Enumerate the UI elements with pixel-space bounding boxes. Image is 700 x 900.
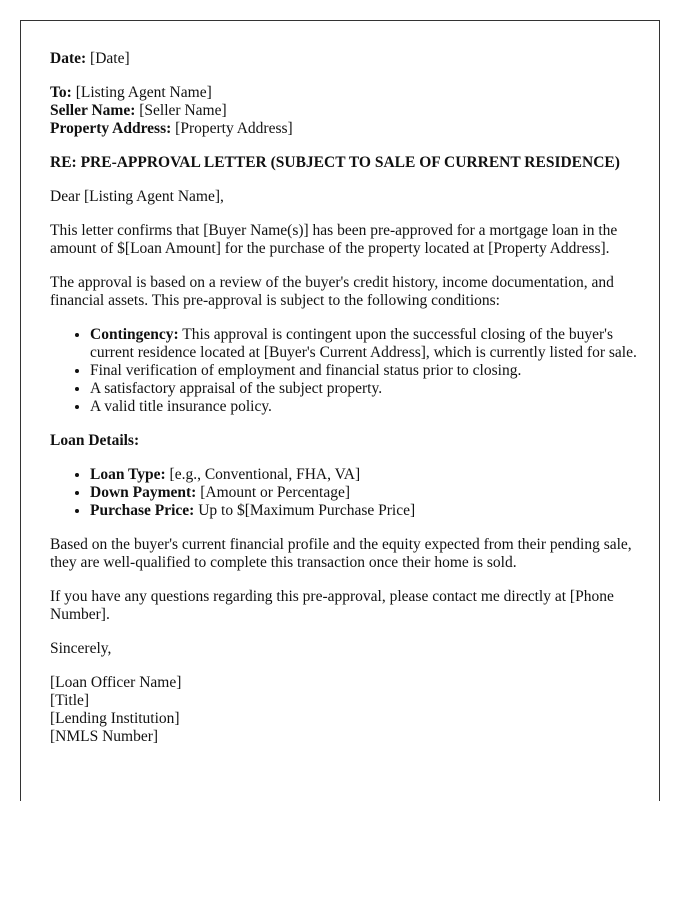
- recipient-block: [50, 84, 640, 138]
- condition-text: A satisfactory appraisal of the subject property.: [90, 380, 383, 397]
- loan-detail-label: Purchase Price:: [90, 502, 195, 519]
- date-value: [Date]: [90, 50, 130, 67]
- condition-label: Contingency:: [90, 326, 179, 343]
- condition-item: [90, 326, 640, 362]
- salutation: Dear [Listing Agent Name],: [50, 188, 224, 205]
- signoff: Sincerely,: [50, 640, 112, 657]
- seller-label: Seller Name:: [50, 102, 136, 119]
- signature-nmls: [NMLS Number]: [50, 728, 159, 745]
- condition-text: Final verification of employment and financial status prior to closing.: [90, 362, 522, 379]
- to-label: To:: [50, 84, 72, 101]
- loan-detail-label: Down Payment:: [90, 484, 197, 501]
- date-line: [50, 50, 640, 68]
- conditions-list: [50, 326, 640, 416]
- condition-text: This approval is contingent upon the successful closing of the buyer's current residence located at [Buyer's Current Address], which is currently listed for sale.: [90, 326, 637, 361]
- contact-paragraph: If you have any questions regarding this pre-approval, please contact me directly at [Phone Number].: [50, 588, 614, 623]
- intro-paragraph: This letter confirms that [Buyer Name(s)] has been pre-approved for a mortgage loan in the amount of $[Loan Amount] for the purchase of the property located at [Property Address].: [50, 222, 618, 257]
- signature-name: [Loan Officer Name]: [50, 674, 182, 691]
- property-label: Property Address:: [50, 120, 172, 137]
- basis-paragraph: The approval is based on a review of the buyer's credit history, income documentation, and financial assets. This pre-approval is subject to the following conditions:: [50, 274, 614, 309]
- property-line: [50, 120, 640, 138]
- loan-detail-text: Up to $[Maximum Purchase Price]: [194, 502, 416, 519]
- loan-detail-text: [e.g., Conventional, FHA, VA]: [165, 466, 361, 483]
- to-value: [Listing Agent Name]: [75, 84, 212, 101]
- property-value: [Property Address]: [175, 120, 293, 137]
- signature-block: [50, 674, 640, 746]
- signature-institution: [Lending Institution]: [50, 710, 180, 727]
- loan-detail-item: [90, 502, 640, 520]
- loan-detail-text: [Amount or Percentage]: [196, 484, 350, 501]
- condition-item: [90, 362, 640, 380]
- condition-item: [90, 398, 640, 416]
- loan-details-heading: [50, 432, 640, 450]
- letter-frame: [20, 20, 660, 801]
- condition-item: [90, 380, 640, 398]
- loan-detail-item: [90, 484, 640, 502]
- loan-detail-item: [90, 466, 640, 484]
- letter-body: [50, 50, 640, 746]
- to-line: [50, 84, 640, 102]
- condition-text: A valid title insurance policy.: [90, 398, 272, 415]
- seller-value: [Seller Name]: [139, 102, 227, 119]
- seller-line: [50, 102, 640, 120]
- loan-details-list: [50, 466, 640, 520]
- subject-line: RE: PRE-APPROVAL LETTER (SUBJECT TO SALE OF CURRENT RESIDENCE): [50, 154, 620, 171]
- signature-title: [Title]: [50, 692, 90, 709]
- qualification-paragraph: Based on the buyer's current financial profile and the equity expected from their pending sale, they are well-qualified to complete this transaction once their home is sold.: [50, 536, 632, 571]
- loan-detail-label: Loan Type:: [90, 466, 166, 483]
- date-label: Date:: [50, 50, 87, 67]
- loan-details-heading-text: Loan Details:: [50, 432, 140, 449]
